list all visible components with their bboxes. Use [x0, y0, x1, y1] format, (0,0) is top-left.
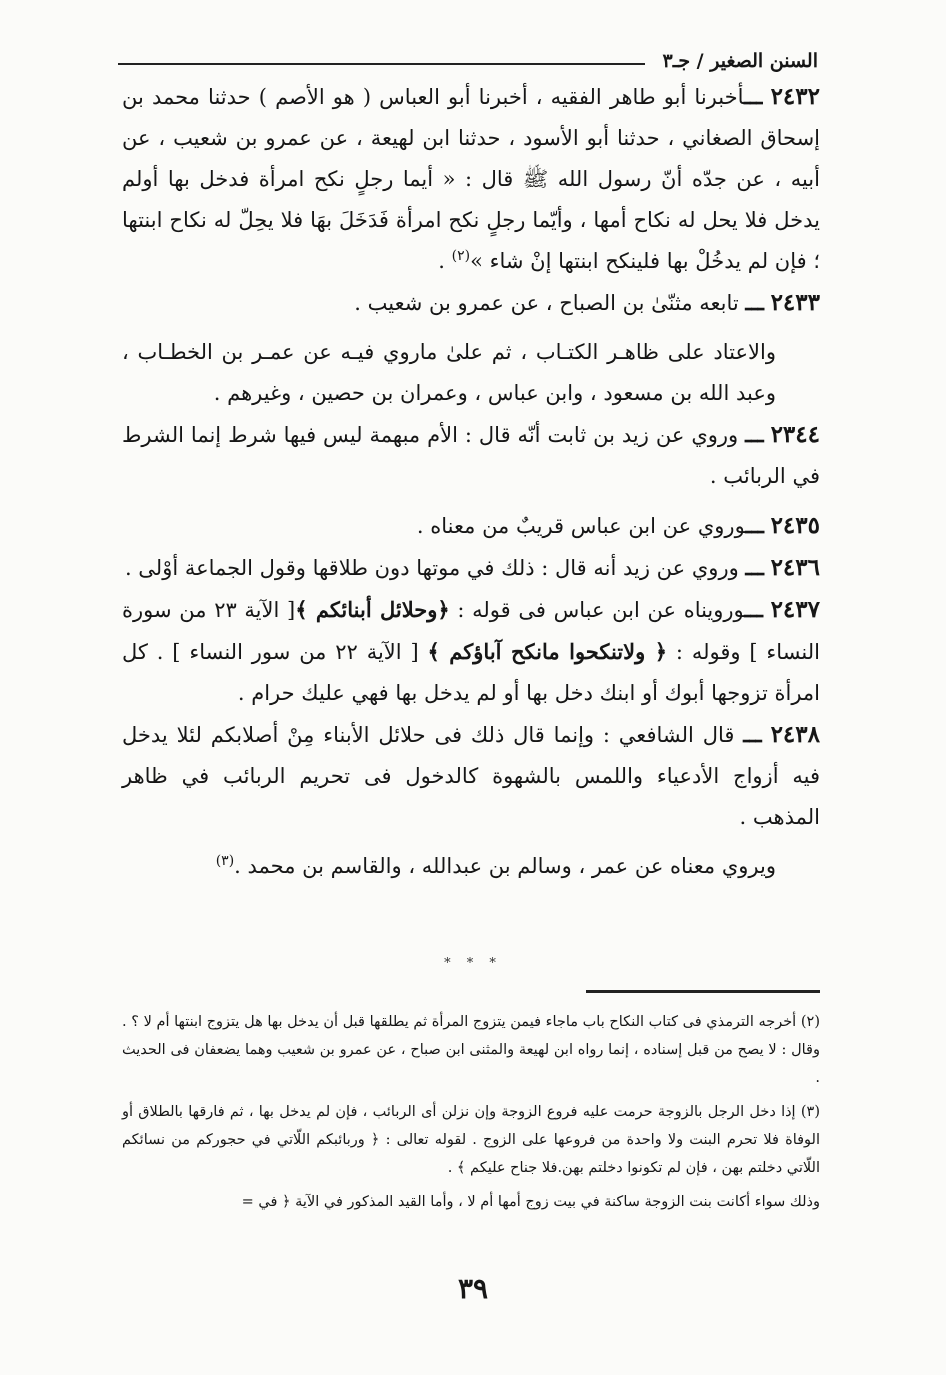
footnote-text: وذلك سواء أكانت بنت الزوجة ساكنة في بيت زوج أمها أم لا ، وأما القيد المذكور في الآية ﴿ في =: [241, 1194, 820, 1210]
hadith-text-start: ورويناه عن ابن عباس فى قوله :: [449, 598, 745, 622]
hadith-number: ٢٤٣٦: [770, 554, 820, 581]
footnote-text: إذا دخل الرجل بالزوجة حرمت عليه فروع الزوجة وإن نزلن أى الربائب ، فإن لم يدخل بها ، ثم فارقها بالطلاق أو الوفاة فلا تحرم البنت ولا واحدة من فروعها على الزوج . لقوله تعالى : ﴿ وربائبكم اللّاتي في حجوركم من نسائكم اللّاتي دخلتم بهن ، فإن لم تكونوا دخلتم بهن.فلا جناح عليكم ﴾ .: [122, 1104, 820, 1176]
commentary-text: والاعتاد على ظاهـر الكتـاب ، ثم علىٰ ماروي فيـه عن عمـر بن الخطـاب ، وعبد الله بن مسعود ، وابن عباس ، وعمران بن حصين ، وغيرهم .: [122, 340, 776, 405]
quran-quote: ﴿ ولاتنكحوا مانكح آباؤكم ﴾: [427, 639, 668, 664]
footnote-3-continued: [122, 1188, 820, 1216]
hadith-text: وروي عن زيد بن ثابت أنّه قال : الأم مبهمة ليس فيها شرط إنما الشرط في الربائب .: [122, 423, 820, 488]
dash: ـــ: [745, 422, 764, 447]
hadith-2437: [122, 589, 820, 714]
hadith-text: وروي عن زيد أنه قال : ذلك في موتها دون طلاقها وقول الجماعة أوْلى .: [124, 556, 739, 580]
hadith-number: ٢٤٣٨: [770, 721, 820, 748]
dash: ـــ: [745, 290, 764, 315]
hadith-2435: [122, 505, 820, 547]
hadith-2344: [122, 414, 820, 497]
dash: ـــ: [743, 722, 762, 747]
running-title: السنن الصغير / جـ٣: [662, 50, 818, 72]
hadith-2432: [122, 76, 820, 282]
footnote-3: [122, 1098, 820, 1182]
page-number: ٣٩: [457, 1272, 489, 1305]
dash: ـــ: [745, 555, 764, 580]
dash: ـــ: [743, 84, 763, 109]
commentary-text: ويروي معناه عن عمر ، وسالم بن عبدالله ، والقاسم بن محمد .: [234, 854, 776, 878]
footnote-marker: (٣): [800, 1104, 821, 1120]
footnote-rule: [586, 990, 820, 993]
hadith-text: وروي عن ابن عباس قريبٌ من معناه .: [416, 514, 746, 538]
footnote-text: أخرجه الترمذي فى كتاب النكاح باب ماجاء فيمن يتزوج المرأة ثم يطلقها قبل أن يدخل بها هل يتزوج ابنتها أم لا ؟ . وقال : لا يصح من قبل إسناده ، إنما رواه ابن لهيعة والمثنى ابن صباح ، عن عمرو بن شعيب وهما يضعفان فى الحديث .: [122, 1014, 820, 1086]
footnotes: [122, 1008, 820, 1222]
hadith-text: تابعه مثنّىٰ بن الصباح ، عن عمرو بن شعيب .: [354, 291, 739, 315]
commentary-paragraph: [122, 332, 820, 414]
section-ornament: * * *: [444, 956, 502, 971]
hadith-text: أخبرنا أبو طاهر الفقيه ، أخبرنا أبو العباس ( هو الأصم ) حدثنا محمد بن إسحاق الصغاني ، حدثنا أبو الأسود ، حدثنا ابن لهيعة ، عن عمرو بن شعيب ، عن أبيه ، عن جدّه أنّ رسول الله ﷺ قال : « أيما رجلٍ نكح امرأة فدخل بها أولم يدخل فلا يحل له نكاح أمها ، وأيّما رجلٍ نكح امرأة فَدَخَلَ بهَا فلا يحِلّ له نكاح ابنتها ؛ فإن لم يدخُلْ بها فلينكح ابنتها إنْ شاء »: [122, 85, 820, 273]
main-text: [122, 76, 820, 887]
hadith-2438: [122, 714, 820, 838]
hadith-number: ٢٤٣٣: [770, 289, 820, 316]
hadith-2433: [122, 282, 820, 324]
hadith-number: ٢٤٣٧: [770, 596, 820, 623]
hadith-number: ٢٤٣٥: [770, 512, 820, 539]
hadith-text: [ الآية ٢٢ من سور النساء ] . كل امرأة تزوجها أبوك أو ابنك دخل بها أو لم يدخل بها فهي عليك حرام .: [122, 640, 820, 705]
footnote-ref[interactable]: (٣): [215, 853, 235, 869]
quran-quote: ﴿وحلائل أبنائكم ﴾: [295, 597, 450, 622]
hadith-2436: [122, 547, 820, 589]
commentary-paragraph: [122, 846, 820, 887]
dash: ـــ: [744, 597, 763, 622]
footnote-2: [122, 1008, 820, 1092]
hadith-text: قال الشافعي : وإنما قال ذلك فى حلائل الأبناء مِنْ أصلابكم لئلا يدخل فيه أزواج الأدعياء واللمس بالشهوة كالدخول فى تحريم الربائب في ظاهر المذهب .: [122, 723, 820, 829]
dash: ـــ: [745, 513, 764, 538]
hadith-number: ٢٤٣٢: [770, 83, 820, 110]
footnote-ref[interactable]: (٢): [451, 248, 471, 264]
footnote-marker: (٢): [800, 1014, 820, 1030]
hadith-text-mid: [ الآية ٢٣ من سورة النساء ] وقوله :: [122, 598, 820, 664]
hadith-number: ٢٣٤٤: [770, 421, 820, 448]
running-header: [118, 46, 818, 76]
header-rule: [118, 63, 645, 65]
hadith-text-end: .: [438, 249, 452, 273]
